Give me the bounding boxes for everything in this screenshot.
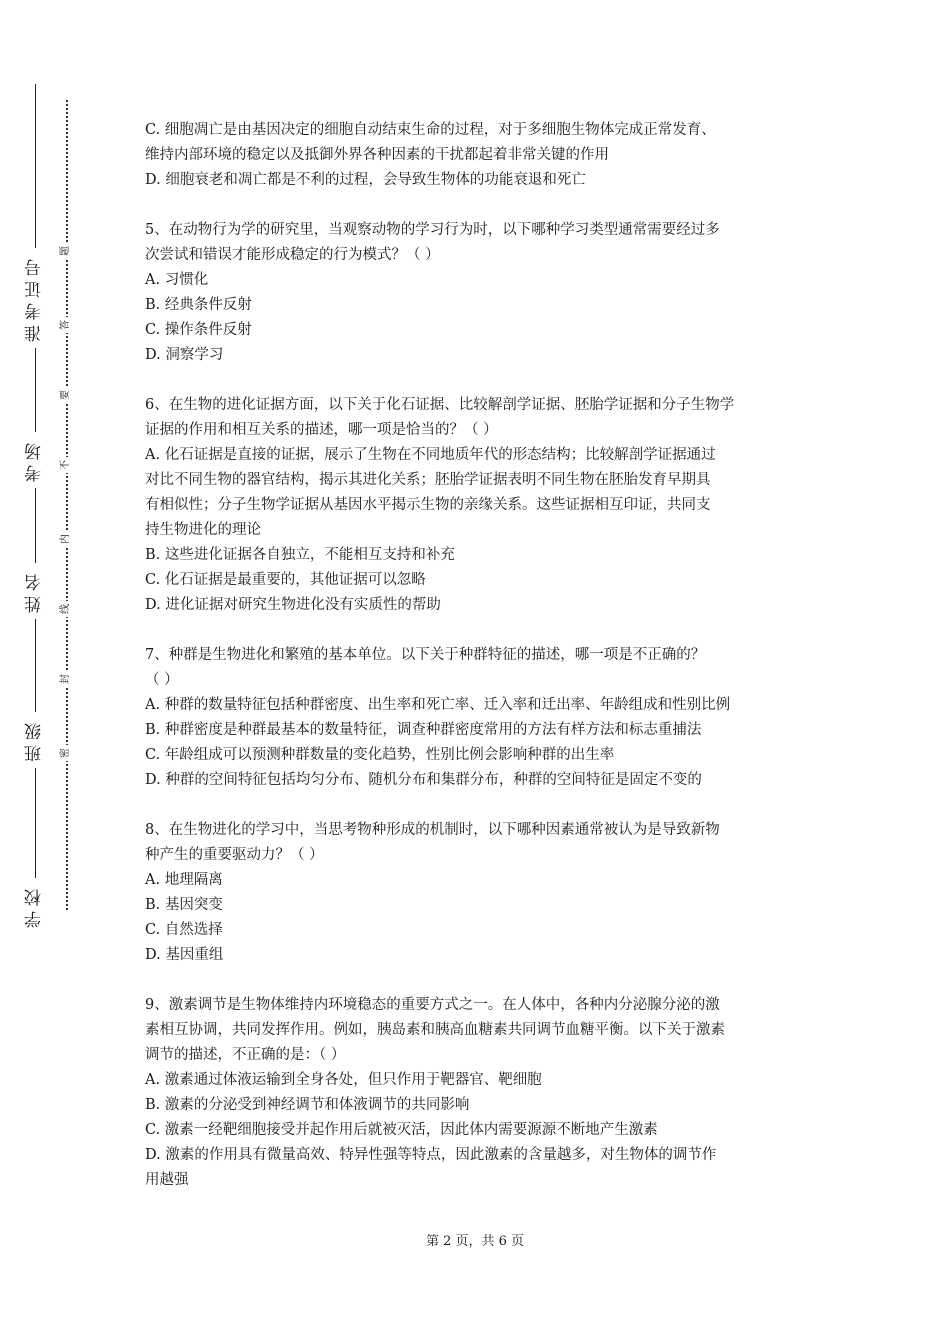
school-label: 学校 xyxy=(20,878,50,934)
question-5-stem: 次尝试和错误才能形成稳定的行为模式？（ ） xyxy=(145,247,440,263)
question-8-stem: 种产生的重要驱动力？（ ） xyxy=(145,847,324,863)
option-line: D. 细胞衰老和凋亡都是不利的过程，会导致生物体的功能衰退和死亡 xyxy=(145,172,586,188)
option-line: A. 种群的数量特征包括种群密度、出生率和死亡率、迁入率和迁出率、年龄组成和性别比例 xyxy=(145,697,731,713)
option-line: C. 年龄组成可以预测种群数量的变化趋势，性别比例会影响种群的出生率 xyxy=(145,747,615,763)
seal-char: 内 xyxy=(59,531,73,547)
class-label: 班级 xyxy=(20,712,50,768)
question-8-stem: 8、在生物进化的学习中，当思考物种形成的机制时，以下哪种因素通常被认为是导致新物 xyxy=(145,822,720,838)
option-line: 用越强 xyxy=(145,1172,189,1188)
seal-char: 不 xyxy=(59,457,73,473)
question-9-stem: 调节的描述，不正确的是：（ ） xyxy=(145,1047,346,1063)
binding-line xyxy=(35,84,36,930)
question-9-stem: 素相互协调，共同发挥作用。例如，胰岛素和胰高血糖素共同调节血糖平衡。以下关于激素 xyxy=(145,1022,725,1038)
exam-room-label: 考场 xyxy=(20,432,50,488)
option-line: A. 化石证据是直接的证据，展示了生物在不同地质年代的形态结构；比较解剖学证据通过 xyxy=(145,447,716,463)
option-line: A. 习惯化 xyxy=(145,272,209,288)
seal-char: 要 xyxy=(59,387,73,403)
option-line: B. 基因突变 xyxy=(145,897,223,913)
seal-dotted-line xyxy=(66,100,68,910)
seal-char: 答 xyxy=(59,317,73,333)
question-7-stem: 7、种群是生物进化和繁殖的基本单位。以下关于种群特征的描述，哪一项是不正确的？ xyxy=(145,647,706,663)
option-line: 对比不同生物的器官结构，揭示其进化关系；胚胎学证据表明不同生物在胚胎发育早期具 xyxy=(145,472,711,488)
question-content xyxy=(145,118,813,1193)
option-line: C. 细胞凋亡是由基因决定的细胞自动结束生命的过程，对于多细胞生物体完成正常发育、 xyxy=(145,122,716,138)
option-line: D. 进化证据对研究生物进化没有实质性的帮助 xyxy=(145,597,441,613)
option-line: B. 这些进化证据各自独立，不能相互支持和补充 xyxy=(145,547,455,563)
seal-char: 题 xyxy=(59,243,73,259)
option-line: D. 种群的空间特征包括均匀分布、随机分布和集群分布，种群的空间特征是固定不变的 xyxy=(145,772,702,788)
seal-char: 密 xyxy=(59,745,73,761)
option-line: A. 地理隔离 xyxy=(145,872,223,888)
option-line: B. 种群密度是种群最基本的数量特征，调查种群密度常用的方法有样方法和标志重捕法 xyxy=(145,722,702,738)
option-line: C. 化石证据是最重要的，其他证据可以忽略 xyxy=(145,572,426,588)
seal-char: 封 xyxy=(59,671,73,687)
seal-char: 线 xyxy=(59,601,73,617)
question-6-stem: 证据的作用和相互关系的描述，哪一项是恰当的？（ ） xyxy=(145,422,498,438)
option-line: D. 基因重组 xyxy=(145,947,224,963)
name-label: 姓名 xyxy=(20,563,50,619)
question-7-stem: （ ） xyxy=(145,672,179,688)
option-line: A. 激素通过体液运输到全身各处，但只作用于靶器官、靶细胞 xyxy=(145,1072,542,1088)
option-line: 有相似性；分子生物学证据从基因水平揭示生物的亲缘关系。这些证据相互印证，共同支 xyxy=(145,497,711,513)
option-line: B. 经典条件反射 xyxy=(145,297,252,313)
option-line: 持生物进化的理论 xyxy=(145,522,261,538)
option-line: D. 洞察学习 xyxy=(145,347,224,363)
option-line: C. 操作条件反射 xyxy=(145,322,252,338)
exam-id-label: 准考证号 xyxy=(20,248,50,348)
option-line: C. 自然选择 xyxy=(145,922,223,938)
question-5-stem: 5、在动物行为学的研究里，当观察动物的学习行为时，以下哪种学习类型通常需要经过多 xyxy=(145,222,720,238)
question-9-stem: 9、激素调节是生物体维持内环境稳态的重要方式之一。在人体中，各种内分泌腺分泌的激 xyxy=(145,997,720,1013)
option-line: B. 激素的分泌受到神经调节和体液调节的共同影响 xyxy=(145,1097,470,1113)
option-line: 维持内部环境的稳定以及抵御外界各种因素的干扰都起着非常关键的作用 xyxy=(145,147,609,163)
option-line: C. 激素一经靶细胞接受并起作用后就被灭活，因此体内需要源源不断地产生激素 xyxy=(145,1122,658,1138)
question-6-stem: 6、在生物的进化证据方面，以下关于化石证据、比较解剖学证据、胚胎学证据和分子生物学 xyxy=(145,397,735,413)
page-number: 第 2 页，共 6 页 xyxy=(425,1234,525,1249)
option-line: D. 激素的作用具有微量高效、特异性强等特点，因此激素的含量越多，对生物体的调节作 xyxy=(145,1147,717,1163)
